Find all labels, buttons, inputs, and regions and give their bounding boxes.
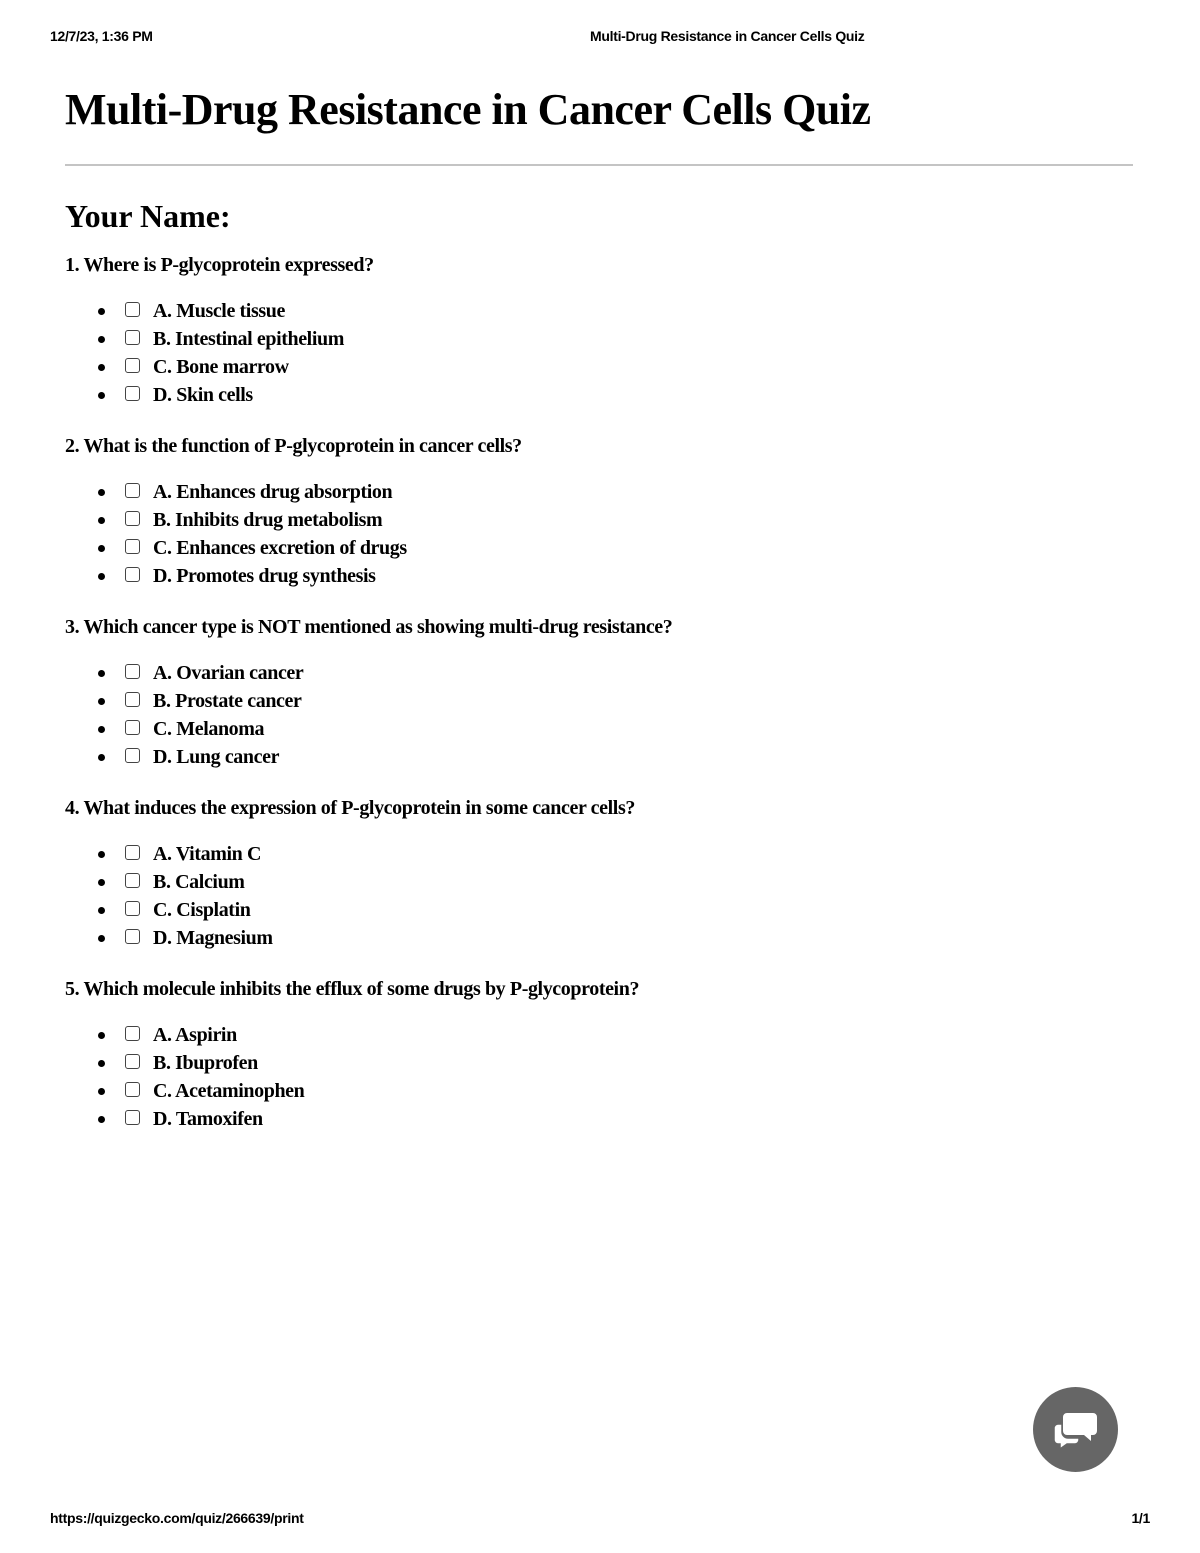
bullet-icon (98, 851, 105, 858)
option-label: A. Vitamin C (153, 843, 261, 865)
option-list (65, 297, 1133, 409)
option-item (65, 840, 1133, 868)
bullet-icon (98, 726, 105, 733)
option-label: C. Melanoma (153, 718, 265, 740)
answer-checkbox[interactable] (125, 358, 140, 373)
option-label: D. Magnesium (153, 927, 273, 949)
option-item (65, 1105, 1133, 1133)
option-label: A. Muscle tissue (153, 300, 285, 322)
option-list (65, 659, 1133, 771)
option-item (65, 381, 1133, 409)
bullet-icon (98, 907, 105, 914)
option-item (65, 297, 1133, 325)
print-header (50, 28, 1150, 48)
bullet-icon (98, 670, 105, 677)
bullet-icon (98, 1088, 105, 1095)
option-item (65, 1077, 1133, 1105)
option-list (65, 840, 1133, 952)
page-number: 1/1 (1131, 1510, 1150, 1526)
answer-checkbox[interactable] (125, 302, 140, 317)
bullet-icon (98, 336, 105, 343)
bullet-icon (98, 1060, 105, 1067)
question-5 (65, 974, 1133, 1133)
question-text: 3. Which cancer type is NOT mentioned as showing multi-drug resistance? (65, 616, 673, 638)
option-label: D. Skin cells (153, 384, 253, 406)
option-item (65, 506, 1133, 534)
option-item (65, 924, 1133, 952)
option-item (65, 715, 1133, 743)
option-label: D. Lung cancer (153, 746, 280, 768)
answer-checkbox[interactable] (125, 386, 140, 401)
question-text: 5. Which molecule inhibits the efflux of some drugs by P-glycoprotein? (65, 978, 640, 1000)
option-item (65, 1049, 1133, 1077)
chat-bubbles-icon (1053, 1410, 1099, 1450)
answer-checkbox[interactable] (125, 1082, 140, 1097)
option-list (65, 1021, 1133, 1133)
print-url: https://quizgecko.com/quiz/266639/print (50, 1510, 304, 1526)
bullet-icon (98, 754, 105, 761)
question-text: 2. What is the function of P-glycoprotein in cancer cells? (65, 435, 522, 457)
option-label: B. Ibuprofen (153, 1052, 258, 1074)
answer-checkbox[interactable] (125, 330, 140, 345)
answer-checkbox[interactable] (125, 1026, 140, 1041)
option-item (65, 534, 1133, 562)
option-item (65, 478, 1133, 506)
answer-checkbox[interactable] (125, 539, 140, 554)
bullet-icon (98, 879, 105, 886)
answer-checkbox[interactable] (125, 720, 140, 735)
bullet-icon (98, 698, 105, 705)
option-item (65, 687, 1133, 715)
option-label: C. Cisplatin (153, 899, 251, 921)
question-text: 4. What induces the expression of P-glycoprotein in some cancer cells? (65, 797, 635, 819)
answer-checkbox[interactable] (125, 567, 140, 582)
option-item (65, 659, 1133, 687)
option-label: C. Enhances excretion of drugs (153, 537, 407, 559)
answer-checkbox[interactable] (125, 483, 140, 498)
question-1 (65, 250, 1133, 409)
option-label: A. Aspirin (153, 1024, 237, 1046)
option-list (65, 478, 1133, 590)
option-label: B. Calcium (153, 871, 245, 893)
answer-checkbox[interactable] (125, 664, 140, 679)
option-item (65, 353, 1133, 381)
answer-checkbox[interactable] (125, 873, 140, 888)
option-label: A. Enhances drug absorption (153, 481, 393, 503)
option-label: A. Ovarian cancer (153, 662, 304, 684)
answer-checkbox[interactable] (125, 845, 140, 860)
bullet-icon (98, 308, 105, 315)
option-label: B. Intestinal epithelium (153, 328, 344, 350)
bullet-icon (98, 545, 105, 552)
option-item (65, 896, 1133, 924)
print-datetime: 12/7/23, 1:36 PM (50, 28, 153, 44)
bullet-icon (98, 517, 105, 524)
bullet-icon (98, 364, 105, 371)
answer-checkbox[interactable] (125, 748, 140, 763)
option-label: B. Inhibits drug metabolism (153, 509, 383, 531)
option-item (65, 325, 1133, 353)
question-3 (65, 612, 1133, 771)
quiz-title: Multi-Drug Resistance in Cancer Cells Quiz (65, 85, 871, 134)
option-item (65, 868, 1133, 896)
name-label: Your Name: (65, 198, 231, 234)
answer-checkbox[interactable] (125, 929, 140, 944)
option-item (65, 1021, 1133, 1049)
option-label: D. Tamoxifen (153, 1108, 263, 1130)
bullet-icon (98, 392, 105, 399)
bullet-icon (98, 935, 105, 942)
option-item (65, 562, 1133, 590)
print-footer (50, 1510, 1150, 1530)
option-label: C. Bone marrow (153, 356, 289, 378)
option-label: D. Promotes drug synthesis (153, 565, 376, 587)
answer-checkbox[interactable] (125, 692, 140, 707)
answer-checkbox[interactable] (125, 511, 140, 526)
option-label: C. Acetaminophen (153, 1080, 305, 1102)
answer-checkbox[interactable] (125, 1110, 140, 1125)
question-text: 1. Where is P-glycoprotein expressed? (65, 254, 374, 276)
quiz-content (65, 82, 1133, 1133)
bullet-icon (98, 1116, 105, 1123)
question-4 (65, 793, 1133, 952)
option-label: B. Prostate cancer (153, 690, 302, 712)
title-divider (65, 164, 1133, 166)
chat-button[interactable] (1033, 1387, 1118, 1472)
answer-checkbox[interactable] (125, 901, 140, 916)
option-item (65, 743, 1133, 771)
answer-checkbox[interactable] (125, 1054, 140, 1069)
print-doc-title: Multi-Drug Resistance in Cancer Cells Quiz (590, 28, 865, 44)
bullet-icon (98, 573, 105, 580)
question-2 (65, 431, 1133, 590)
bullet-icon (98, 489, 105, 496)
bullet-icon (98, 1032, 105, 1039)
